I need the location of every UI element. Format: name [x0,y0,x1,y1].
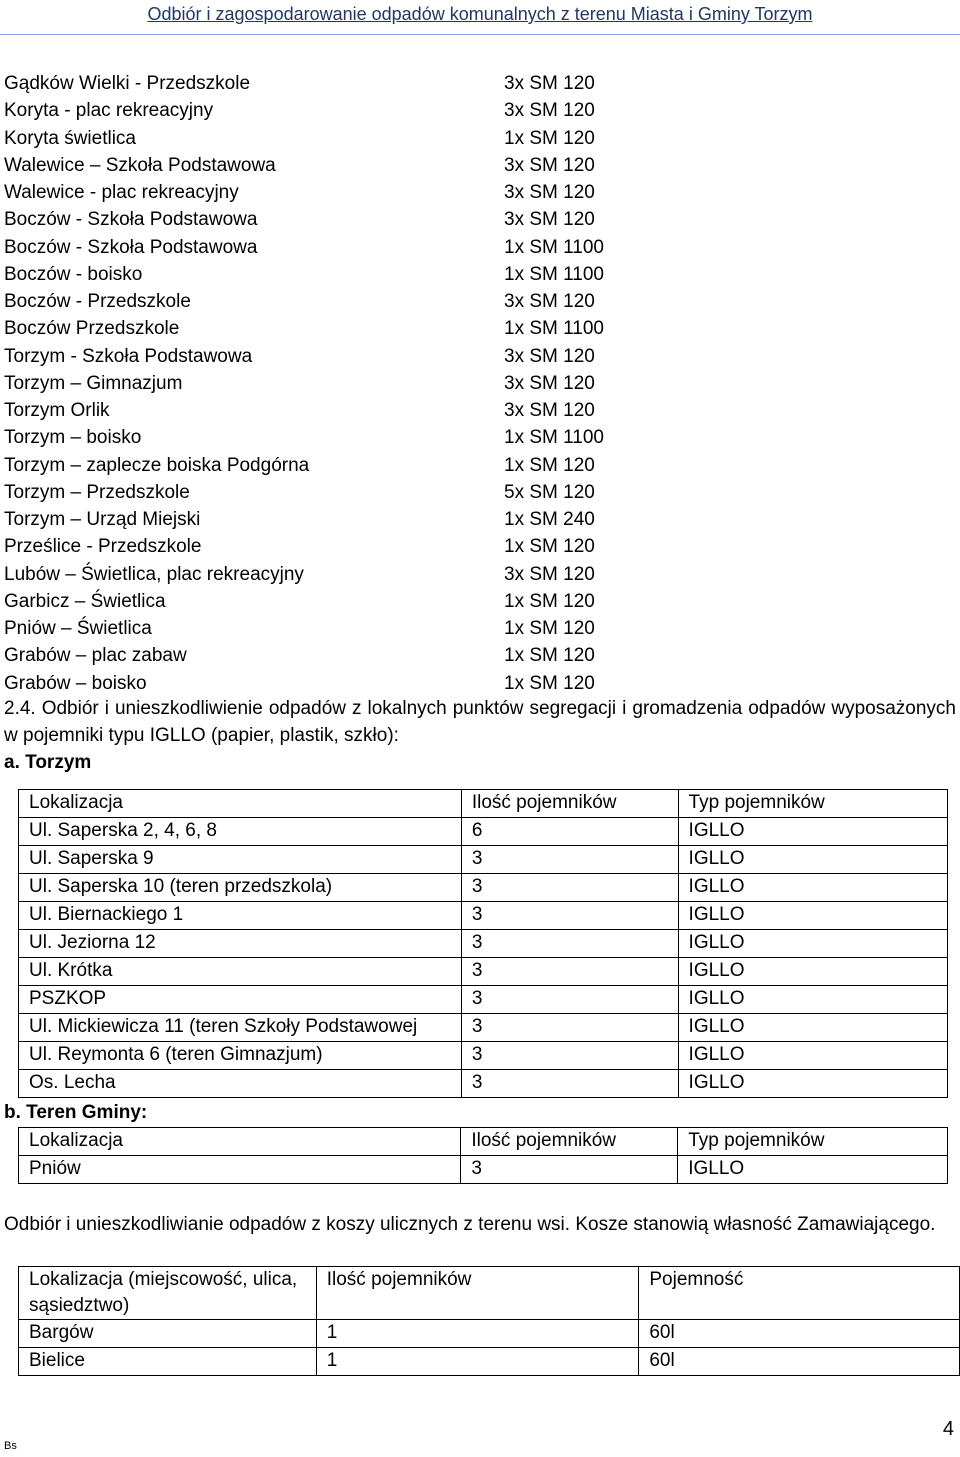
table-baskets [18,1266,960,1376]
table-cell: 3 [461,1042,678,1070]
list-item [4,397,624,424]
column-header: Lokalizacja (miejscowość, ulica, sąsiedztwo) [19,1267,317,1320]
table-cell: IGLLO [678,986,947,1014]
list-item-quantity: 3x SM 120 [504,100,595,122]
list-item-quantity: 3x SM 120 [504,291,595,312]
table-cell: Ul. Reymonta 6 (teren Gimnazjum) [19,1042,462,1070]
subsection-a-title: a. Torzym [4,752,92,773]
table-cell: 3 [461,846,678,874]
list-item-location: Koryta świetlica [4,127,136,149]
list-item-quantity: 1x SM 1100 [504,318,604,340]
list-item-location: Grabów – plac zabaw [4,645,187,667]
table-cell: 1 [316,1320,639,1348]
table-row [19,986,948,1014]
list-item-location: Walewice – Szkoła Podstawowa [4,154,276,176]
table-cell: 3 [461,1014,678,1042]
list-item-quantity: 1x SM 120 [504,127,595,149]
list-item-quantity: 1x SM 1100 [504,263,604,285]
baskets-text: Odbiór i unieszkodliwianie odpadów z koszy ulicznych z terenu wsi. Kosze stanowią własność Zamawiającego. [4,1214,936,1235]
list-item [4,179,624,206]
column-header: Pojemność [639,1267,960,1320]
list-item-location: Grabów – boisko [4,672,147,694]
list-item-quantity: 1x SM 1100 [504,236,604,258]
table-cell: 3 [461,874,678,902]
column-header: Ilość pojemników [316,1267,639,1320]
column-header: Ilość pojemników [461,1128,678,1156]
table-cell: PSZKOP [19,986,462,1014]
page-number: 4 [942,1418,954,1440]
table-cell: 3 [461,1070,678,1098]
column-header: Lokalizacja [19,1128,461,1156]
table-cell: IGLLO [678,1014,947,1042]
list-item-quantity: 3x SM 120 [504,73,595,94]
table-cell: IGLLO [678,1156,948,1184]
list-item [4,315,624,342]
list-item [4,670,624,697]
list-item-location: Koryta - plac rekreacyjny [4,100,214,122]
list-item-quantity: 1x SM 120 [504,454,595,476]
list-item-location: Torzym – zaplecze boiska Podgórna [4,454,310,476]
header-rule [0,34,960,35]
table-cell: 6 [461,818,678,846]
table-row [19,1014,948,1042]
list-item-location: Torzym Orlik [4,400,110,421]
list-item [4,97,624,124]
list-item [4,452,624,479]
list-item-quantity: 1x SM 240 [504,509,595,530]
table-cell: 3 [461,986,678,1014]
column-header: Typ pojemników [678,1128,948,1156]
table-header-row [19,1128,948,1156]
list-item [4,424,624,451]
table-row [19,1156,948,1184]
table-cell: Pniów [19,1156,461,1184]
list-item [4,70,624,97]
list-item [4,615,624,642]
list-item [4,561,624,588]
table-row [19,958,948,986]
table-row [19,1320,960,1348]
list-item-quantity: 3x SM 120 [504,400,595,421]
table-cell: 3 [461,902,678,930]
table-row [19,902,948,930]
table-cell: 3 [461,958,678,986]
list-item-location: Boczów - boisko [4,263,143,285]
table-cell: 3 [461,930,678,958]
list-item [4,642,624,669]
column-header: Typ pojemników [678,790,947,818]
list-item-quantity: 3x SM 120 [504,154,595,176]
table-gmina [18,1127,948,1184]
list-item [4,261,624,288]
table-cell: Ul. Saperska 9 [19,846,462,874]
table-cell: Ul. Jeziorna 12 [19,930,462,958]
table-cell: IGLLO [678,958,947,986]
list-item-location: Garbicz – Świetlica [4,590,166,612]
table-header-row [19,790,948,818]
table-cell: IGLLO [678,1042,947,1070]
list-item-quantity: 1x SM 120 [504,618,595,639]
table-cell: IGLLO [678,846,947,874]
table-cell: 60l [639,1320,960,1348]
table-cell: Ul. Krótka [19,958,462,986]
list-item-location: Torzym - Szkoła Podstawowa [4,345,253,367]
list-item-location: Walewice - plac rekreacyjny [4,182,239,203]
table-cell: Bargów [19,1320,317,1348]
list-item-quantity: 1x SM 1100 [504,427,604,449]
table-cell: IGLLO [678,930,947,958]
table-cell: Ul. Mickiewicza 11 (teren Szkoły Podstawowej [19,1014,462,1042]
list-item-location: Boczów - Szkoła Podstawowa [4,209,258,231]
list-item-quantity: 1x SM 120 [504,645,595,667]
list-item-location: Boczów - Przedszkole [4,291,191,312]
table-row [19,1348,960,1376]
list-item-location: Pniów – Świetlica [4,618,152,639]
list-item [4,234,624,261]
table-cell: 60l [639,1348,960,1376]
section-2-4-text: 2.4. Odbiór i unieszkodliwienie odpadów z lokalnych punktów segregacji i gromadzenia odpadów wyposażonych w pojemniki typu IGLLO (papier, plastik, szkło): [4,698,956,746]
list-item [4,588,624,615]
list-item-location: Torzym – Gimnazjum [4,372,183,394]
table-cell: IGLLO [678,902,947,930]
table-cell: Os. Lecha [19,1070,462,1098]
list-item-location: Prześlice - Przedszkole [4,536,202,558]
table-cell: IGLLO [678,874,947,902]
list-item-location: Torzym – Urząd Miejski [4,509,201,530]
list-item [4,152,624,179]
table-header-row [19,1267,960,1320]
list-item-quantity: 3x SM 120 [504,345,595,367]
list-item-location: Lubów – Świetlica, plac rekreacyjny [4,563,304,585]
list-item-location: Torzym – boisko [4,427,142,449]
list-item [4,479,624,506]
list-item-quantity: 1x SM 120 [504,672,595,694]
list-item-quantity: 3x SM 120 [504,563,595,585]
table-row [19,1070,948,1098]
list-item [4,288,624,315]
list-item [4,125,624,152]
table-row [19,930,948,958]
subsection-b-title: b. Teren Gminy: [4,1102,148,1123]
table-torzym [18,789,948,1098]
table-cell: Ul. Biernackiego 1 [19,902,462,930]
list-item-location: Gądków Wielki - Przedszkole [4,73,251,94]
container-list [4,70,624,697]
list-item [4,206,624,233]
table-cell: IGLLO [678,1070,947,1098]
table-cell: 3 [461,1156,678,1184]
list-item-location: Boczów Przedszkole [4,318,180,340]
table-cell: IGLLO [678,818,947,846]
table-row [19,874,948,902]
table-cell: Ul. Saperska 2, 4, 6, 8 [19,818,462,846]
list-item-quantity: 1x SM 120 [504,590,595,612]
list-item-quantity: 3x SM 120 [504,182,595,203]
footer-initials: Bs [4,1440,17,1452]
table-row [19,846,948,874]
list-item [4,370,624,397]
column-header: Ilość pojemników [461,790,678,818]
table-cell: Ul. Saperska 10 (teren przedszkola) [19,874,462,902]
list-item-quantity: 1x SM 120 [504,536,595,558]
list-item-quantity: 3x SM 120 [504,209,595,231]
list-item-location: Boczów - Szkoła Podstawowa [4,236,258,258]
list-item-quantity: 5x SM 120 [504,481,595,503]
page-header: Odbiór i zagospodarowanie odpadów komunalnych z terenu Miasta i Gminy Torzym [147,4,813,24]
list-item [4,533,624,560]
table-row [19,818,948,846]
list-item-quantity: 3x SM 120 [504,372,595,394]
list-item [4,506,624,533]
table-cell: 1 [316,1348,639,1376]
table-cell: Bielice [19,1348,317,1376]
list-item [4,343,624,370]
column-header: Lokalizacja [19,790,462,818]
list-item-location: Torzym – Przedszkole [4,481,190,503]
table-row [19,1042,948,1070]
